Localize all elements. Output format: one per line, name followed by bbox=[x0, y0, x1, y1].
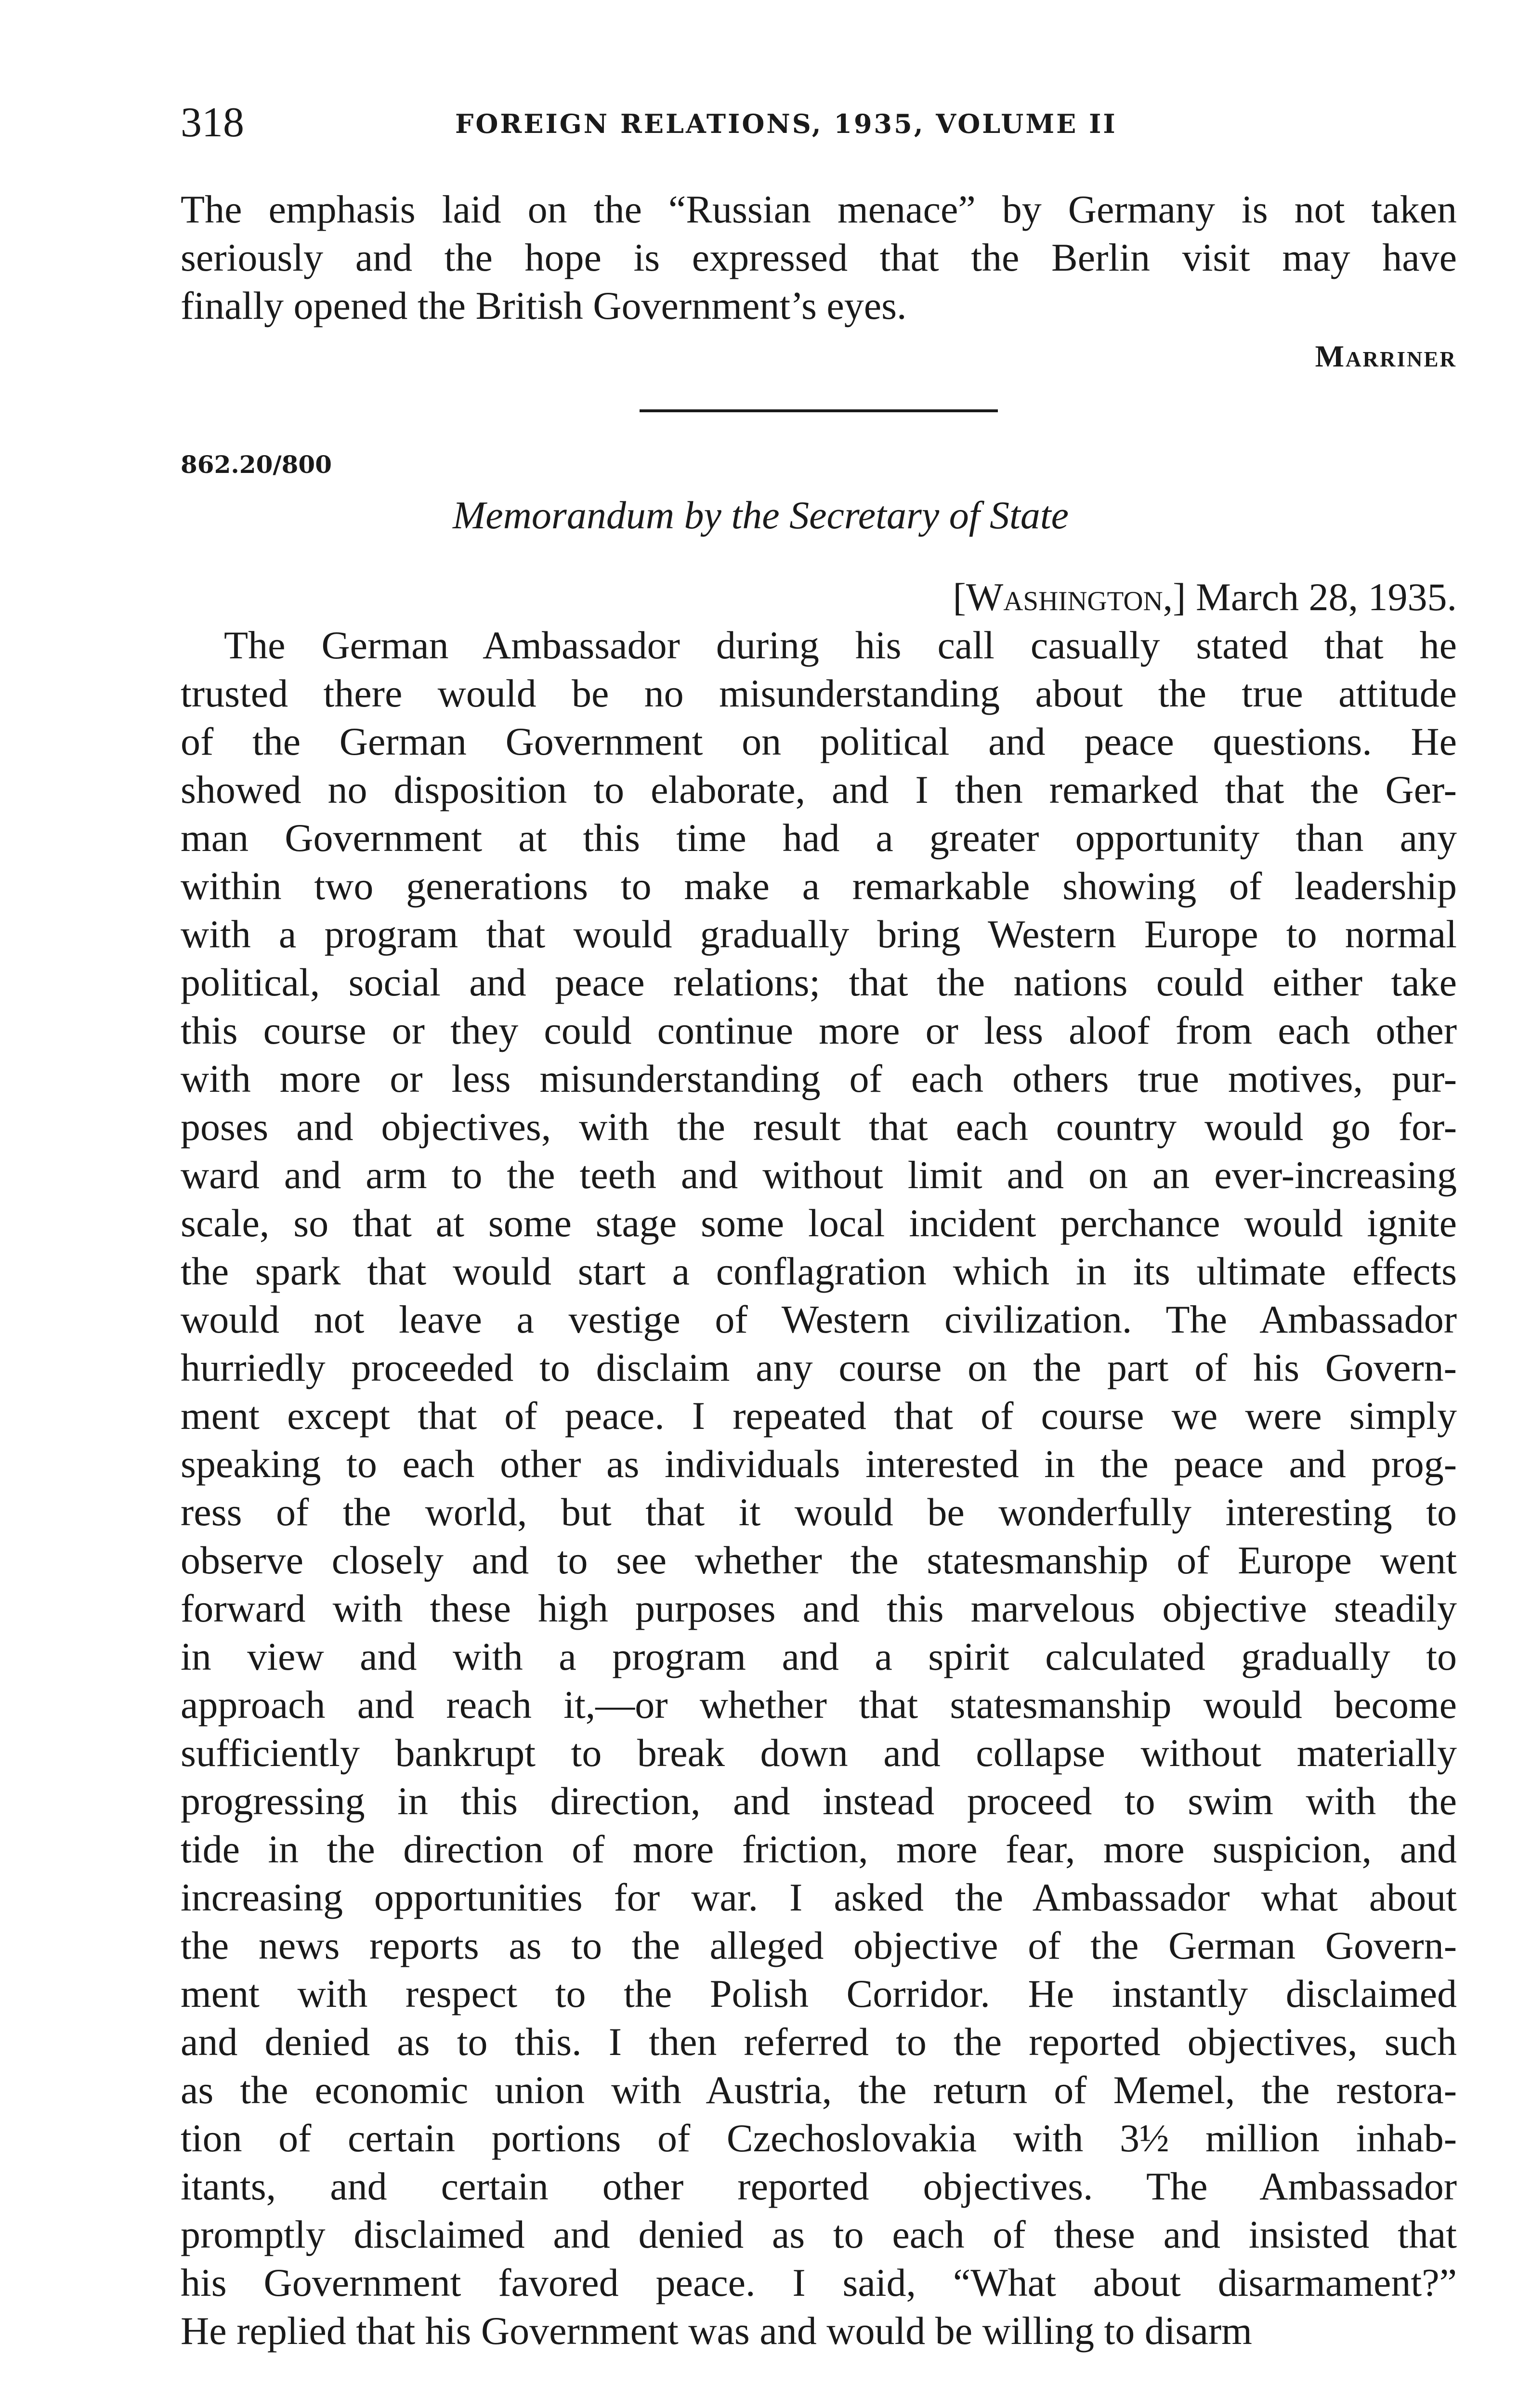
text-line: with a program that would gradually bring Western Europe to normal bbox=[181, 912, 1457, 956]
document-title: Memorandum by the Secretary of State bbox=[453, 493, 1069, 537]
file-number: 862.20/800 bbox=[181, 450, 332, 479]
text-line: observe closely and to see whether the statesmanship of Europe went bbox=[181, 1538, 1457, 1582]
text-line: finally opened the British Government’s eyes. bbox=[181, 284, 907, 327]
text-line: approach and reach it,—or whether that statesmanship would become bbox=[181, 1683, 1457, 1727]
text-line: trusted there would be no misunderstanding about the true attitude bbox=[181, 671, 1457, 715]
text-line: forward with these high purposes and this marvelous objective steadily bbox=[181, 1586, 1457, 1630]
text-line: tide in the direction of more friction, more fear, more suspicion, and bbox=[181, 1827, 1457, 1871]
dateline-place: [Washington,] bbox=[953, 575, 1186, 619]
text-line: the news reports as to the alleged objective of the German Govern- bbox=[181, 1924, 1457, 1967]
text-line: with more or less misunderstanding of each others true motives, pur- bbox=[181, 1057, 1457, 1100]
text-line: poses and objectives, with the result that each country would go for- bbox=[181, 1105, 1457, 1149]
text-line: the spark that would start a conflagration which in its ultimate effects bbox=[181, 1249, 1457, 1293]
text-line: of the German Government on political and peace questions. He bbox=[181, 720, 1457, 763]
page-number: 318 bbox=[181, 99, 244, 146]
text-line: speaking to each other as individuals interested in the peace and prog- bbox=[181, 1442, 1457, 1486]
text-line: sufficiently bankrupt to break down and collapse without materially bbox=[181, 1731, 1457, 1775]
running-head bbox=[181, 99, 1457, 147]
signature: Marriner bbox=[1315, 339, 1457, 373]
text-line: and denied as to this. I then referred to the reported objectives, such bbox=[181, 2020, 1457, 2064]
text-line: itants, and certain other reported objectives. The Ambassador bbox=[181, 2164, 1457, 2208]
text-line: ment except that of peace. I repeated that of course we were simply bbox=[181, 1394, 1457, 1438]
text-line: The German Ambassador during his call casually stated that he bbox=[224, 623, 1457, 667]
text-line: scale, so that at some stage some local incident perchance would ignite bbox=[181, 1201, 1457, 1245]
text-line: progressing in this direction, and instead proceed to swim with the bbox=[181, 1779, 1457, 1823]
text-line: promptly disclaimed and denied as to each of these and insisted that bbox=[181, 2212, 1457, 2256]
dateline bbox=[953, 573, 1457, 621]
text-line: man Government at this time had a greater opportunity than any bbox=[181, 816, 1457, 860]
text-line: would not leave a vestige of Western civilization. The Ambassador bbox=[181, 1297, 1457, 1341]
text-line: political, social and peace relations; that the nations could either take bbox=[181, 960, 1457, 1004]
text-line: as the economic union with Austria, the return of Memel, the restora- bbox=[181, 2068, 1457, 2112]
section-divider bbox=[640, 409, 998, 412]
text-line: this course or they could continue more or less aloof from each other bbox=[181, 1008, 1457, 1052]
text-line: increasing opportunities for war. I asked the Ambassador what about bbox=[181, 1875, 1457, 1919]
text-line: ress of the world, but that it would be wonderfully interesting to bbox=[181, 1490, 1457, 1534]
text-line: The emphasis laid on the “Russian menace” by Germany is not taken bbox=[181, 187, 1457, 231]
text-line: seriously and the hope is expressed that the Berlin visit may have bbox=[181, 236, 1457, 279]
dateline-date: March 28, 1935. bbox=[1195, 575, 1457, 619]
text-line: tion of certain portions of Czechoslovakia with 3½ million inhab- bbox=[181, 2116, 1457, 2160]
text-line: in view and with a program and a spirit calculated gradually to bbox=[181, 1635, 1457, 1678]
text-line: within two generations to make a remarkable showing of leadership bbox=[181, 864, 1457, 908]
text-line: showed no disposition to elaborate, and I then remarked that the Ger- bbox=[181, 768, 1457, 811]
text-line: He replied that his Government was and would be willing to disarm bbox=[181, 2309, 1252, 2353]
text-line: ward and arm to the teeth and without limit and on an ever-increasing bbox=[181, 1153, 1457, 1197]
text-line: ment with respect to the Polish Corridor. He instantly disclaimed bbox=[181, 1972, 1457, 2015]
prior-document-text bbox=[181, 185, 1457, 330]
memorandum-body bbox=[181, 621, 1457, 2355]
running-title: FOREIGN RELATIONS, 1935, VOLUME II bbox=[455, 108, 1117, 139]
text-line: his Government favored peace. I said, “What about disarmament?” bbox=[181, 2261, 1457, 2304]
text-line: hurriedly proceeded to disclaim any course on the part of his Govern- bbox=[181, 1346, 1457, 1389]
